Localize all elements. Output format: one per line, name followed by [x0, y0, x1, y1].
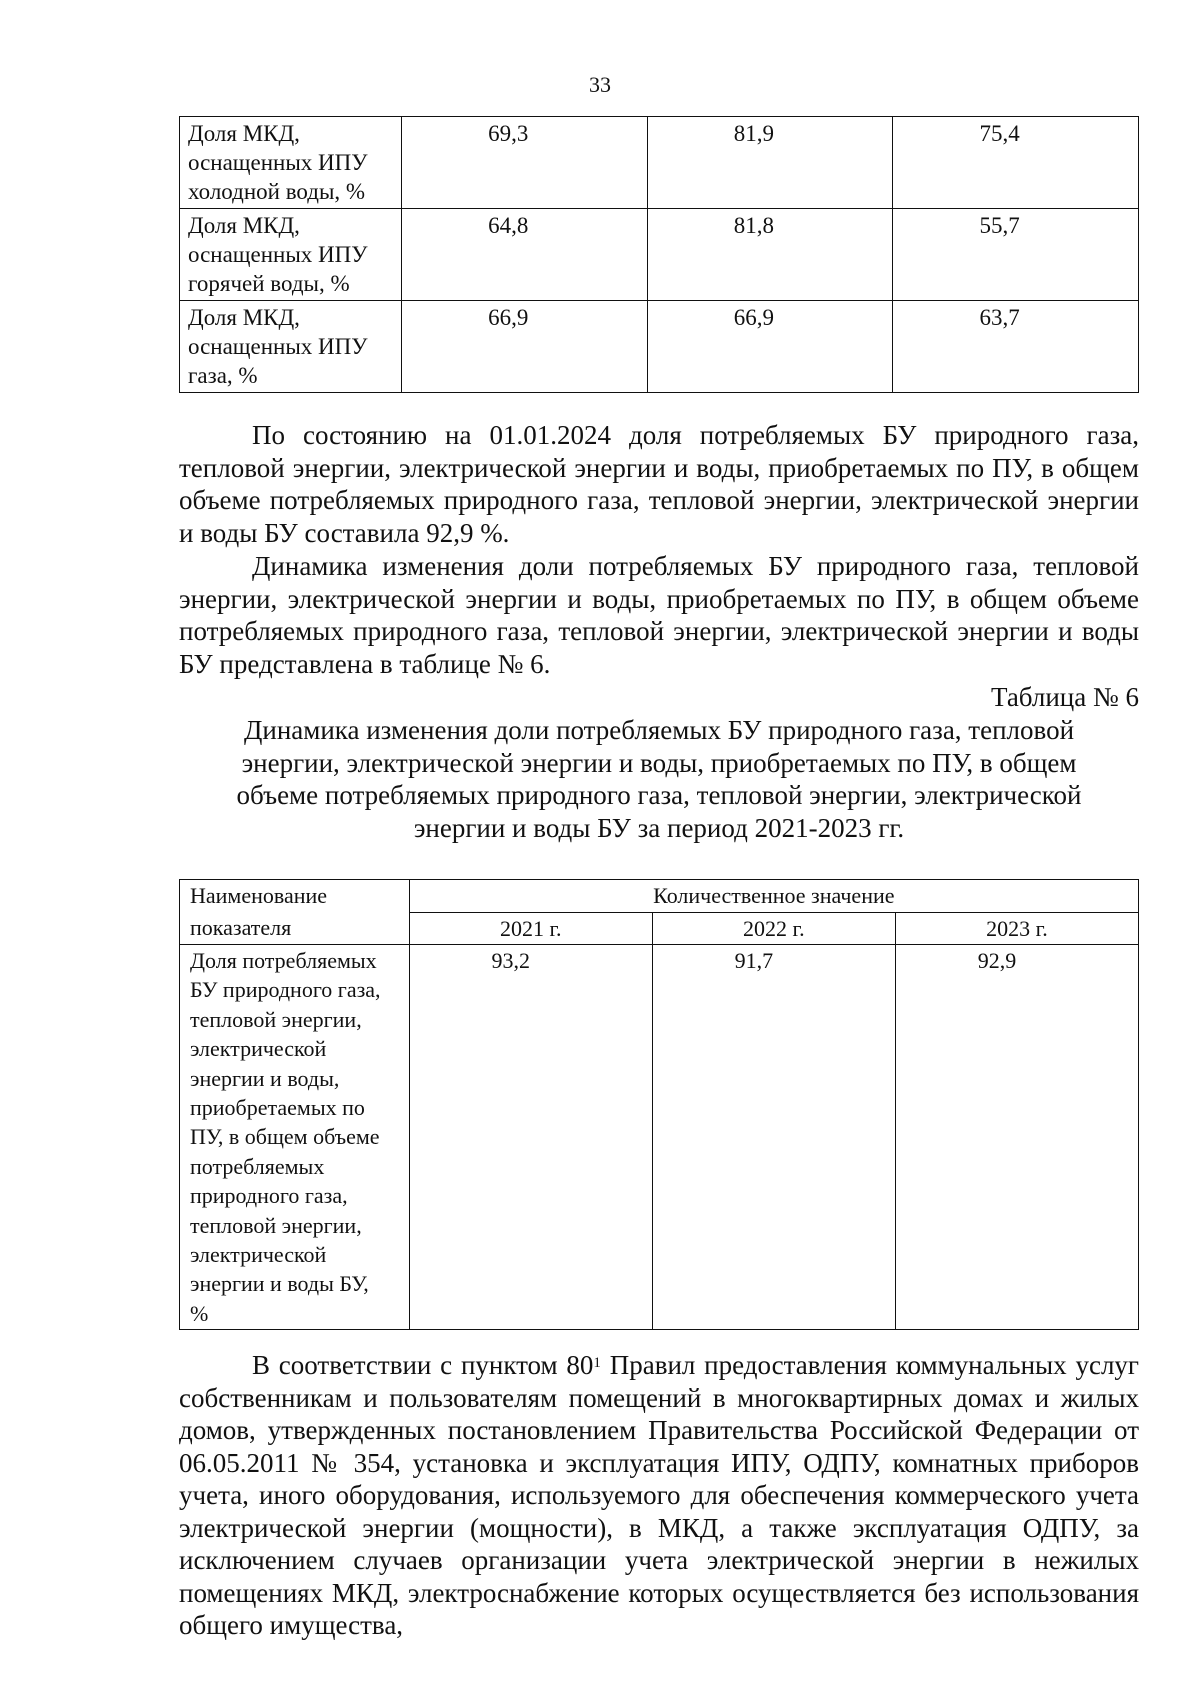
header-year-2023: 2023 г.: [895, 912, 1138, 945]
consumption-share-table: [179, 879, 1139, 1330]
paragraph-status: По состоянию на 01.01.2024 доля потребляемых БУ природного газа, тепловой энергии, электрической энергии и воды, приобретаемых по ПУ, в общем объеме потребляемых природного газа, тепловой энергии, электрической энергии и воды БУ составила 92,9 %.: [179, 420, 1139, 548]
footnote-superscript: 1: [593, 1355, 601, 1371]
paragraph-dynamics: Динамика изменения доли потребляемых БУ природного газа, тепловой энергии, электрической энергии и воды, приобретаемых по ПУ, в общем объеме потребляемых природного газа, тепловой энергии, электрической энергии и воды БУ представлена в таблице № 6.: [179, 551, 1139, 679]
header-quantity: Количественное значение: [409, 880, 1138, 913]
value-2023: 55,7: [893, 209, 1139, 301]
header-row: [180, 912, 1139, 945]
header-year-2021: 2021 г.: [409, 912, 652, 945]
table-caption: Динамика изменения доли потребляемых БУ природного газа, тепловой энергии, электрической энергии и воды, приобретаемых по ПУ, в общем объеме потребляемых природного газа, тепловой энергии, электрической энергии и воды БУ за период 2021-2023 гг.: [236, 715, 1082, 843]
value-2021: 66,9: [401, 301, 647, 393]
header-year-2022: 2022 г.: [652, 912, 895, 945]
value-2022: 66,9: [647, 301, 893, 393]
row-label: Доля МКД, оснащенных ИПУ газа, %: [180, 301, 402, 393]
value-2022: 81,8: [647, 209, 893, 301]
paragraph-regulation: [179, 1349, 1139, 1642]
header-row: [180, 880, 1139, 913]
header-name: Наименование: [180, 880, 410, 913]
value-2022: 81,9: [647, 117, 893, 209]
value-2022: 91,7: [652, 945, 895, 1330]
row-label: Доля потребляемых БУ природного газа, тепловой энергии, электрической энергии и воды, приобретаемых по ПУ, в общем объеме потребляемых природного газа, тепловой энергии, электрической энергии и воды БУ, %: [180, 945, 410, 1330]
value-2021: 93,2: [409, 945, 652, 1330]
header-name-line2: показателя: [180, 912, 410, 945]
value-2021: 69,3: [401, 117, 647, 209]
table-row: [180, 117, 1139, 209]
table-row: [180, 209, 1139, 301]
table-row: [180, 301, 1139, 393]
value-2023: 92,9: [895, 945, 1138, 1330]
page-number: 33: [589, 72, 611, 97]
row-label: Доля МКД, оснащенных ИПУ горячей воды, %: [180, 209, 402, 301]
table-row: [180, 945, 1139, 1330]
paragraph-regulation-part2: Правил предоставления коммунальных услуг собственникам и пользователям помещений в многоквартирных домах и жилых домов, утвержденных постановлением Правительства Российской Федерации от 06.05.2011 № 354, установка и эксплуатация ИПУ, ОДПУ, комнатных приборов учета, иного оборудования, используемого для обеспечения коммерческого учета электрической энергии (мощности), в МКД, а также эксплуатация ОДПУ, за исключением случаев организации учета электрической энергии в нежилых помещениях МКД, электроснабжение которых осуществляется без использования общего имущества,: [179, 1350, 1139, 1640]
paragraph-regulation-part1: В соответствии с пунктом 80: [252, 1350, 594, 1380]
value-2021: 64,8: [401, 209, 647, 301]
row-label: Доля МКД, оснащенных ИПУ холодной воды, %: [180, 117, 402, 209]
value-2023: 63,7: [893, 301, 1139, 393]
value-2023: 75,4: [893, 117, 1139, 209]
meter-equipment-table: [179, 116, 1139, 393]
table-number: Таблица № 6: [991, 682, 1139, 712]
